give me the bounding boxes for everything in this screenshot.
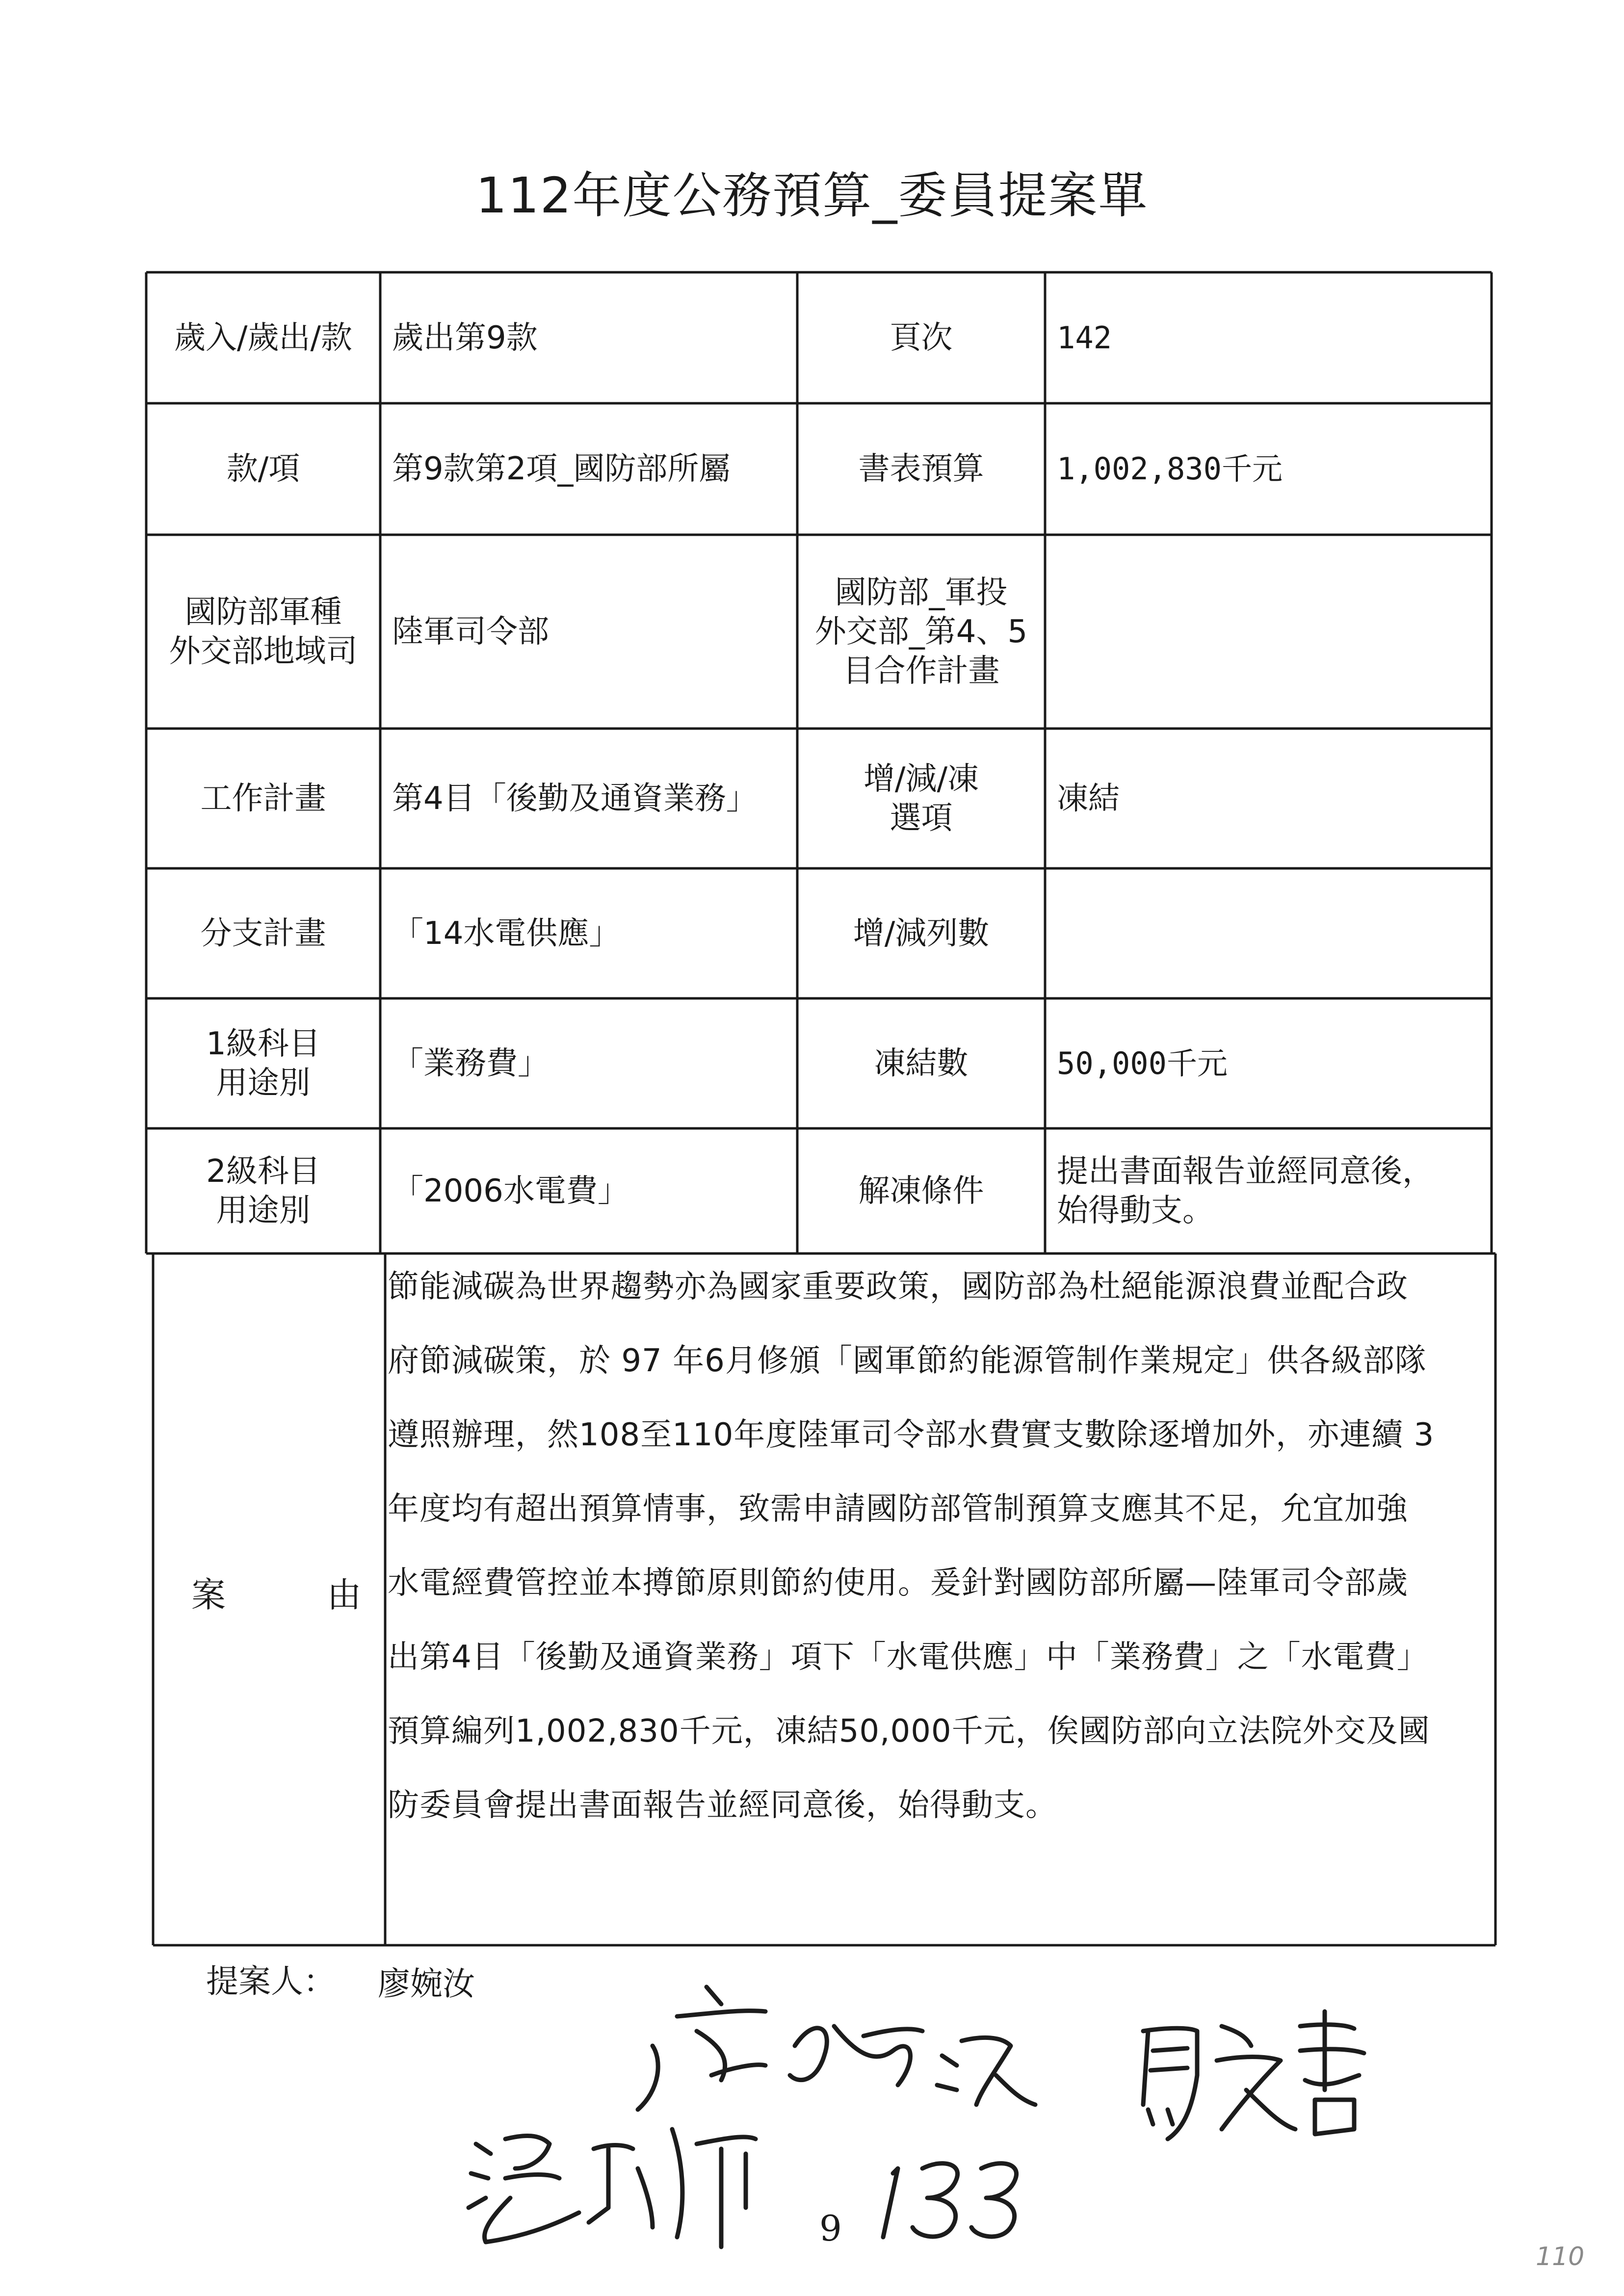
label-unfreeze-condition: 解凍條件 bbox=[858, 1173, 984, 1209]
label-branch-plan: 分支計畫 bbox=[200, 915, 326, 952]
reason-line: 出第4目「後勤及通資業務」項下「水電供應」中「業務費」之「水電費」 bbox=[388, 1639, 1429, 1675]
value-adjust-amount bbox=[1046, 869, 1491, 997]
handwritten-number bbox=[883, 2164, 1017, 2237]
value-action-option: 凍結 bbox=[1057, 780, 1120, 817]
label-level1-subject: 1級科目 用途別 bbox=[206, 1025, 320, 1101]
signature-ma bbox=[1143, 2011, 1364, 2139]
label-work-plan: 工作計畫 bbox=[200, 780, 326, 817]
proposer-name: 廖婉汝 bbox=[378, 1965, 475, 2003]
value-work-plan: 第4目「後勤及通資業務」 bbox=[392, 780, 758, 817]
label-section-item: 款/項 bbox=[226, 451, 300, 487]
value-level1-subject: 「業務費」 bbox=[392, 1045, 549, 1082]
reason-line: 預算編列1,002,830千元，凍結50,000千元，俟國防部向立法院外交及國 bbox=[388, 1713, 1430, 1749]
signature-wen bbox=[469, 2129, 756, 2247]
reason-text bbox=[388, 1250, 1486, 1843]
reason-line: 防委員會提出書面報告並經同意後，始得動支。 bbox=[388, 1787, 1057, 1824]
proposer-label: 提案人： bbox=[206, 1962, 336, 2000]
label-adjust-amount: 增/減列數 bbox=[853, 915, 990, 952]
value-branch-plan: 「14水電供應」 bbox=[392, 915, 621, 952]
value-page-number: 142 bbox=[1057, 319, 1112, 356]
label-book-budget: 書表預算 bbox=[858, 451, 984, 487]
label-revenue-expenditure: 歲入/歲出/款 bbox=[174, 319, 353, 356]
reason-label-right: 由 bbox=[327, 1575, 364, 1615]
label-cooperation-plan: 國防部_軍投 外交部_第4、5 目合作計畫 bbox=[814, 574, 1028, 689]
value-frozen-amount: 50,000千元 bbox=[1057, 1045, 1228, 1081]
value-military-branch: 陸軍司令部 bbox=[392, 613, 549, 650]
label-military-branch: 國防部軍種 外交部地域司 bbox=[169, 594, 358, 670]
corner-mark: 110 bbox=[1536, 2242, 1585, 2271]
signature-liao bbox=[638, 1987, 1035, 2110]
reason-line: 年度均有超出預算情事，致需申請國防部管制預算支應其不足，允宜加強 bbox=[388, 1491, 1408, 1527]
reason-label bbox=[191, 1567, 364, 1617]
value-revenue-expenditure: 歲出第9款 bbox=[392, 319, 538, 356]
reason-line: 府節減碳策，於 97 年6月修頒「國軍節約能源管制作業規定」供各級部隊 bbox=[388, 1343, 1427, 1379]
reason-line: 遵照辦理，然108至110年度陸軍司令部水費實支數除逐增加外，亦連續 3 bbox=[388, 1417, 1435, 1453]
value-level2-subject: 「2006水電費」 bbox=[392, 1173, 629, 1209]
reason-line: 水電經費管控並本撙節原則節約使用。爰針對國防部所屬—陸軍司令部歲 bbox=[388, 1565, 1408, 1601]
value-book-budget: 1,002,830千元 bbox=[1057, 451, 1283, 487]
page-title: 112年度公務預算_委員提案單 bbox=[475, 167, 1149, 224]
reason-label-left: 案 bbox=[191, 1575, 228, 1615]
value-unfreeze-condition: 提出書面報告並經同意後， 始得動支。 bbox=[1057, 1153, 1434, 1229]
label-action-option: 增/減/凍 選項 bbox=[863, 760, 979, 836]
value-section-item: 第9款第2項_國防部所屬 bbox=[392, 451, 731, 487]
reason-line: 節能減碳為世界趨勢亦為國家重要政策，國防部為杜絕能源浪費並配合政 bbox=[388, 1269, 1408, 1305]
label-page-number: 頁次 bbox=[890, 319, 953, 356]
value-cooperation-plan bbox=[1046, 536, 1491, 728]
label-frozen-amount: 凍結數 bbox=[874, 1045, 969, 1082]
page-number: 9 bbox=[819, 2208, 842, 2249]
label-level2-subject: 2級科目 用途別 bbox=[206, 1153, 320, 1229]
